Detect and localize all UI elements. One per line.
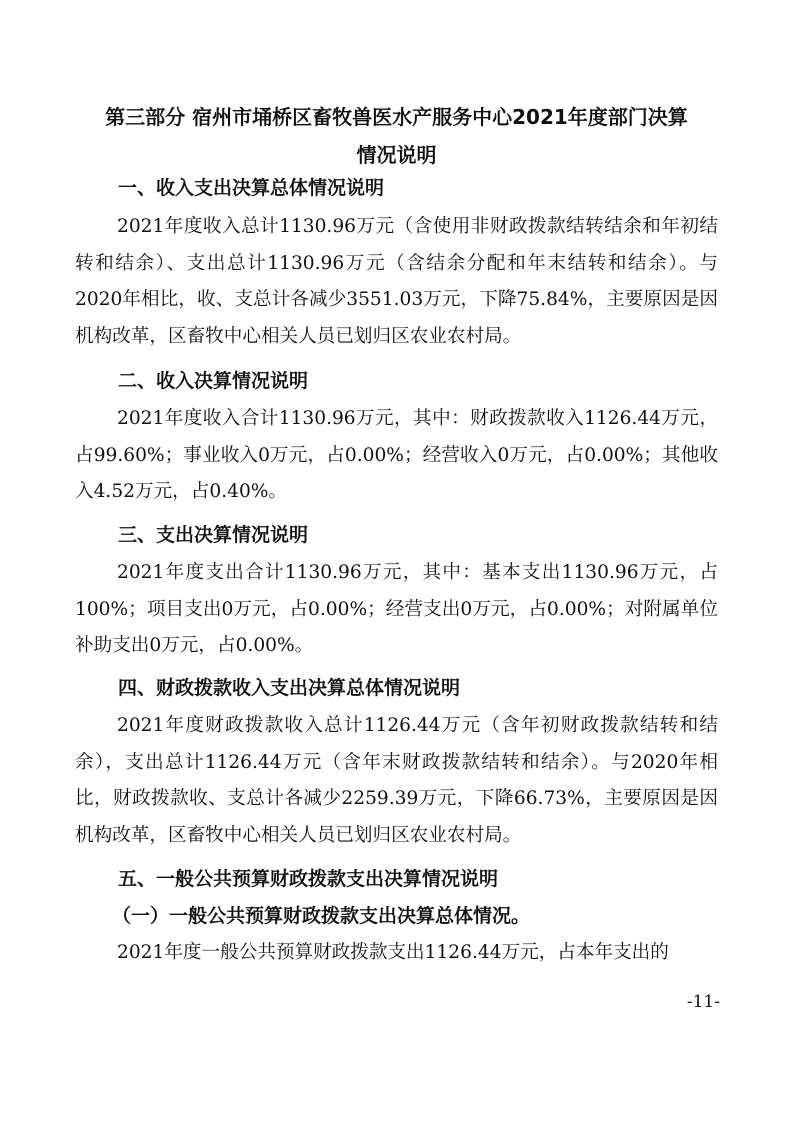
section-1-paragraph: 2021年度收入总计1130.96万元（含使用非财政拨款结转结余和年初结转和结余）、支出总计1130.96万元（含结余分配和年末结转和结余）。与2020年相比，收、支总计各减少3551.03万元，下降75.84%，主要原因是因机构改革，区畜牧中心相关人员已划归区农业农村局。: [75, 216, 718, 347]
page-number: -11-: [686, 992, 720, 1012]
section-5-heading: 五、一般公共预算财政拨款支出决算情况说明: [118, 868, 499, 890]
section-1-heading: 一、收入支出决算总体情况说明: [118, 177, 385, 199]
section-5-paragraph: 2021年度一般公共预算财政拨款支出1126.44万元，占本年支出的: [117, 942, 669, 963]
document-title-line2: 情况说明: [356, 143, 437, 167]
document-title-line1: 第三部分 宿州市埇桥区畜牧兽医水产服务中心2021年度部门决算: [105, 105, 688, 129]
section-2-paragraph: 2021年度收入合计1130.96万元，其中：财政拨款收入1126.44万元，占99.60%；事业收入0万元，占0.00%；经营收入0万元，占0.00%；其他收入4.52万元，占0.40%。: [75, 408, 718, 502]
section-4-paragraph: 2021年度财政拨款收入总计1126.44万元（含年初财政拨款结转和结余），支出总计1126.44万元（含年末财政拨款结转和结余）。与2020年相比，财政拨款收、支总计各减少2259.39万元，下降66.73%，主要原因是因机构改革，区畜牧中心相关人员已划归区农业农村局。: [75, 715, 718, 846]
section-2-heading: 二、收入决算情况说明: [118, 370, 309, 392]
section-4-heading: 四、财政拨款收入支出决算总体情况说明: [118, 677, 461, 699]
section-3-paragraph: 2021年度支出合计1130.96万元，其中：基本支出1130.96万元，占100%；项目支出0万元，占0.00%；经营支出0万元，占0.00%；对附属单位补助支出0万元，占0.00%。: [75, 562, 718, 656]
section-5-subheading: （一）一般公共预算财政拨款支出决算总体情况。: [112, 905, 531, 927]
section-3-heading: 三、支出决算情况说明: [118, 524, 309, 546]
